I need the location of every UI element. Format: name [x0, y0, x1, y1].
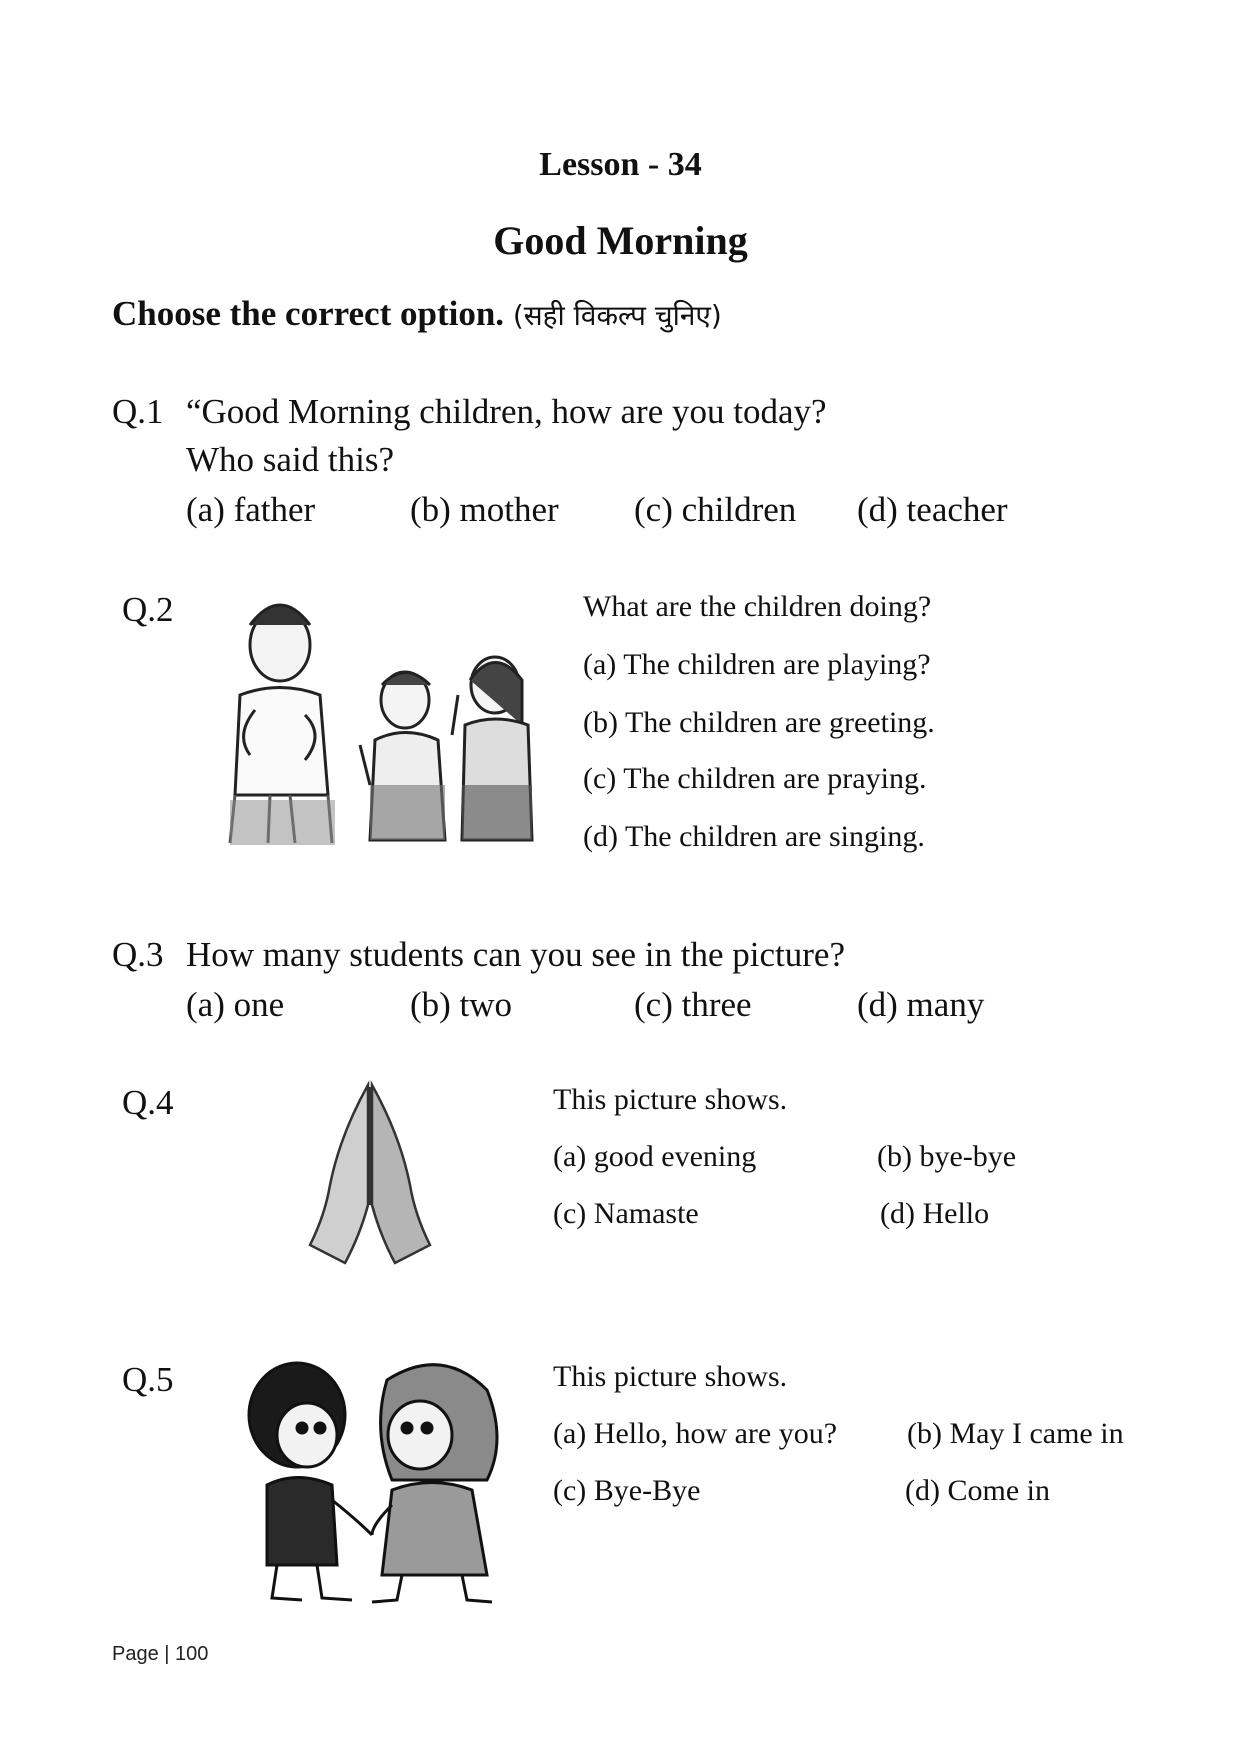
- q3-option-c: (c) three: [634, 985, 752, 1024]
- q5-option-a: (a) Hello, how are you?: [553, 1417, 838, 1450]
- q5-option-d: (d) Come in: [905, 1474, 1050, 1507]
- q4-option-c: (c) Namaste: [553, 1197, 699, 1230]
- q2-option-b: (b) The children are greeting.: [583, 706, 935, 739]
- instruction-hindi: (सही विकल्प चुनिए): [512, 299, 722, 332]
- q1-option-c: (c) children: [634, 490, 797, 529]
- children-handshake-illustration: [222, 1350, 522, 1605]
- q3-option-b: (b) two: [410, 985, 513, 1024]
- q4-text: This picture shows.: [553, 1083, 788, 1116]
- lesson-title: Good Morning: [493, 218, 748, 263]
- q1-option-b: (b) mother: [410, 490, 559, 529]
- q1-text-line2: Who said this?: [186, 440, 395, 479]
- q4-option-b: (b) bye-bye: [877, 1140, 1017, 1173]
- q1-number: Q.1: [112, 392, 164, 431]
- q5-number: Q.5: [122, 1360, 174, 1399]
- q3-option-d: (d) many: [857, 985, 985, 1024]
- q5-text: This picture shows.: [553, 1360, 788, 1393]
- q1-option-a: (a) father: [186, 490, 316, 529]
- q5-option-c: (c) Bye-Bye: [553, 1474, 701, 1507]
- q5-option-b: (b) May I came in: [907, 1417, 1124, 1450]
- q1-option-d: (d) teacher: [857, 490, 1008, 529]
- q1-text-line1: “Good Morning children, how are you today?: [186, 392, 827, 431]
- namaste-hands-illustration: [300, 1075, 440, 1265]
- q2-option-a: (a) The children are playing?: [583, 648, 931, 681]
- instruction-text: Choose the correct option.: [112, 294, 505, 333]
- q2-text: What are the children doing?: [583, 590, 932, 623]
- q2-option-c: (c) The children are praying.: [583, 762, 927, 795]
- q4-option-d: (d) Hello: [880, 1197, 990, 1230]
- lesson-number: Lesson - 34: [539, 146, 702, 183]
- q2-number: Q.2: [122, 590, 174, 629]
- q2-option-d: (d) The children are singing.: [583, 820, 925, 853]
- teacher-children-greeting-illustration: [210, 585, 550, 845]
- page-number: Page | 100: [112, 1643, 209, 1665]
- instruction: [112, 294, 722, 334]
- q4-option-a: (a) good evening: [553, 1140, 757, 1173]
- q3-option-a: (a) one: [186, 985, 285, 1024]
- q3-number: Q.3: [112, 935, 164, 974]
- q3-text: How many students can you see in the picture?: [186, 935, 845, 974]
- q4-number: Q.4: [122, 1083, 174, 1122]
